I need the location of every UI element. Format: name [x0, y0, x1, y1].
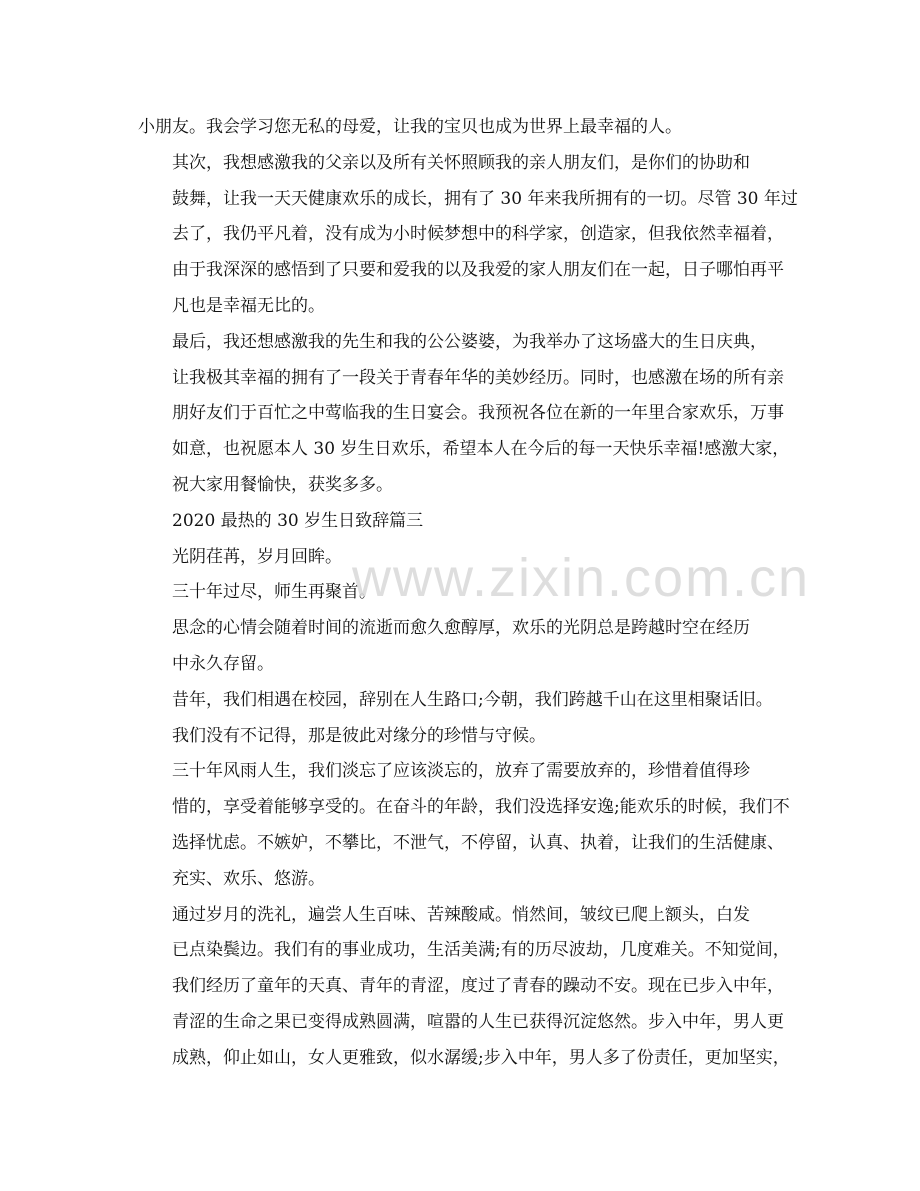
text-line: 最后，我还想感激我的先生和我的公公婆婆，为我举办了这场盛大的生日庆典，: [172, 331, 767, 352]
text-line: 三十年过尽，师生再聚首。: [172, 582, 376, 603]
text-line: 小朋友。我会学习您无私的母爱，让我的宝贝也成为世界上最幸福的人。: [138, 117, 682, 137]
text-line: 惜的，享受着能够享受的。在奋斗的年龄，我们没选择安逸;能欢乐的时候，我们不: [172, 797, 790, 818]
document-body: [138, 110, 798, 1077]
paragraph: [138, 504, 786, 540]
text-line: 三十年风雨人生，我们淡忘了应该淡忘的，放弃了需要放弃的，珍惜着值得珍: [172, 761, 750, 782]
paragraph: [138, 754, 790, 897]
text-line: 由于我深深的感悟到了只要和爱我的以及我爱的家人朋友们在一起，日子哪怕再平: [172, 260, 784, 281]
paragraph: [138, 110, 786, 146]
text-line: 青涩的生命之果已变得成熟圆满，喧嚣的人生已获得沉淀悠然。步入中年，男人更: [172, 1011, 784, 1032]
paragraph: [138, 611, 786, 683]
text-line: 昔年，我们相遇在校园，辞别在人生路口;今朝，我们跨越千山在这里相聚话旧。: [172, 689, 773, 710]
text-line: 中永久存留。: [172, 653, 274, 674]
text-line: 充实、欢乐、悠游。: [172, 868, 325, 889]
text-line: 成熟，仰止如山，女人更雅致，似水潺缓;步入中年，男人多了份责任，更加坚实，: [172, 1047, 790, 1068]
text-line: 如意，也祝愿本人 30 岁生日欢乐，希望本人在今后的每一天快乐幸福!感激大家，: [172, 439, 790, 460]
text-line: 鼓舞，让我一天天健康欢乐的成长，拥有了 30 年来我所拥有的一切。尽管 30 年过: [172, 188, 798, 209]
text-line: 去了，我仍平凡着，没有成为小时候梦想中的科学家，创造家，但我依然幸福着，: [172, 224, 784, 245]
watermark: www.zixin.com.cn: [352, 548, 811, 608]
text-line: 祝大家用餐愉快，获奖多多。: [172, 474, 393, 495]
text-line: 选择忧虑。不嫉妒，不攀比，不泄气，不停留，认真、执着，让我们的生活健康、: [172, 832, 784, 853]
paragraph: [138, 683, 786, 755]
paragraph: [138, 146, 798, 325]
paragraph: [138, 898, 790, 1077]
text-line: 凡也是幸福无比的。: [172, 295, 325, 316]
text-line: 通过岁月的洗礼，遍尝人生百味、苦辣酸咸。悄然间，皱纹已爬上额头，白发: [172, 904, 750, 925]
paragraph: [138, 325, 790, 504]
text-line: 朋好友们于百忙之中莺临我的生日宴会。我预祝各位在新的一年里合家欢乐，万事: [172, 403, 784, 424]
text-line: 光阴荏苒，岁月回眸。: [172, 546, 342, 567]
paragraph: [138, 575, 786, 611]
text-line: 让我极其幸福的拥有了一段关于青春年华的美妙经历。同时，也感激在场的所有亲: [172, 367, 784, 388]
text-line: 2020 最热的 30 岁生日致辞篇三: [172, 510, 424, 531]
text-line: 思念的心情会随着时间的流逝而愈久愈醇厚，欢乐的光阴总是跨越时空在经历: [172, 618, 750, 639]
text-line: 其次，我想感激我的父亲以及所有关怀照顾我的亲人朋友们，是你们的协助和: [172, 152, 750, 173]
text-line: 已点染鬓边。我们有的事业成功，生活美满;有的历尽波劫，几度难关。不知觉间，: [172, 940, 790, 961]
paragraph: [138, 540, 786, 576]
text-line: 我们经历了童年的天真、青年的青涩，度过了青春的躁动不安。现在已步入中年，: [172, 976, 784, 997]
text-line: 我们没有不记得，那是彼此对缘分的珍惜与守候。: [172, 725, 546, 746]
